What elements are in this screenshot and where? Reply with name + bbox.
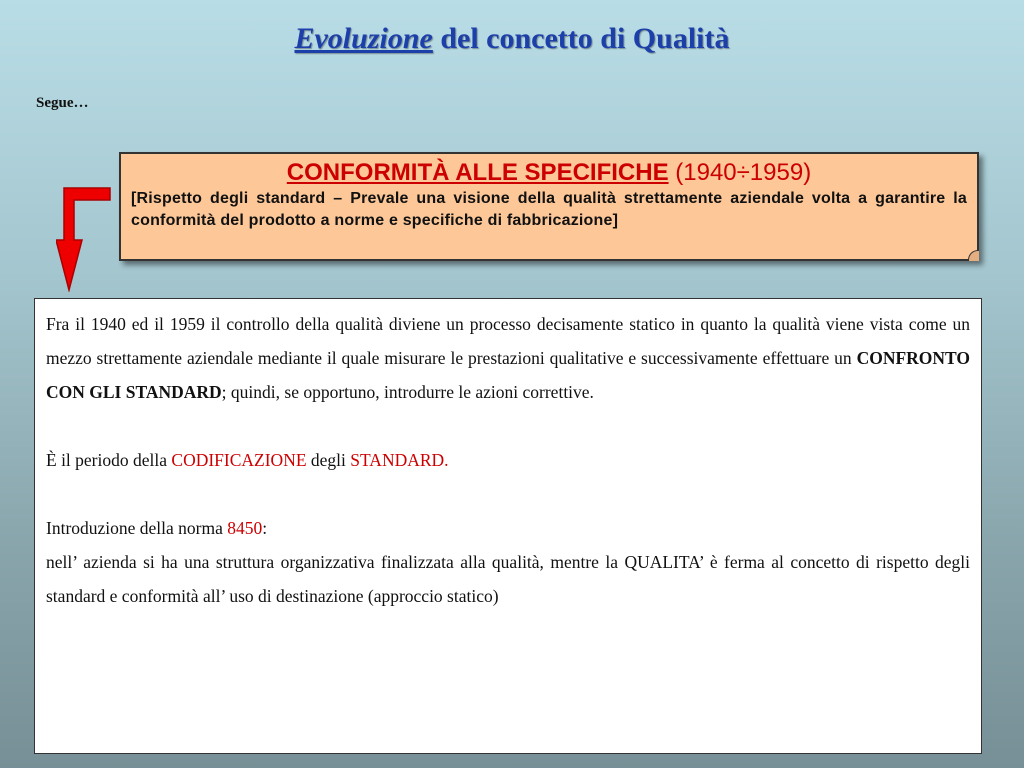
paragraph-2: [46, 443, 970, 477]
para1-text-a: Fra il 1940 ed il 1959 il controllo della qualità diviene un processo decisamente statico in quanto la qualità viene vista come un mezzo strettamente aziendale mediante il quale misurare le prestazioni qualitative e successivamente effettuare un: [46, 314, 970, 368]
down-arrow-icon: [56, 186, 114, 292]
callout-body: [Rispetto degli standard – Prevale una visione della qualità strettamente aziendale volta a garantire la conformità del prodotto a norme e specifiche di fabbricazione]: [131, 190, 967, 229]
segue-label: Segue…: [36, 95, 89, 111]
para2-period: .: [444, 450, 449, 470]
para3-text-a: Introduzione della norma: [46, 518, 228, 538]
slide-title: [0, 22, 1024, 56]
para1-text-b: ; quindi, se opportuno, introdurre le azioni correttive.: [221, 382, 594, 402]
para1-bold: CONFRONTO CON GLI STANDARD: [46, 348, 970, 402]
para3-norm-number: 8450: [227, 518, 263, 538]
para2-text-b: degli: [306, 450, 351, 470]
para2-codificazione: CODIFICAZIONE: [171, 450, 307, 470]
para2-text-a: È il periodo della: [46, 450, 172, 470]
para3-colon: :: [262, 518, 268, 538]
paragraph-4: nell’ azienda si ha una struttura organizzativa finalizzata alla qualità, mentre la QUALITA’ è ferma al concetto di rispetto degli standard e conformità all’ uso di destinazione (approccio statico): [46, 552, 970, 606]
callout-heading-text: CONFORMITÀ ALLE SPECIFICHE: [286, 159, 669, 186]
paragraph-3: [46, 511, 970, 545]
para2-standard: STANDARD: [350, 450, 445, 470]
title-italic: Evoluzione: [294, 22, 433, 55]
callout-years: (1940÷1959): [675, 159, 812, 186]
content-box: [34, 298, 982, 754]
title-rest: del concetto di Qualità: [432, 22, 730, 55]
page-curl: [968, 250, 979, 261]
callout-box: [119, 152, 979, 261]
paragraph-1: [46, 307, 970, 409]
callout-heading: [131, 158, 967, 188]
